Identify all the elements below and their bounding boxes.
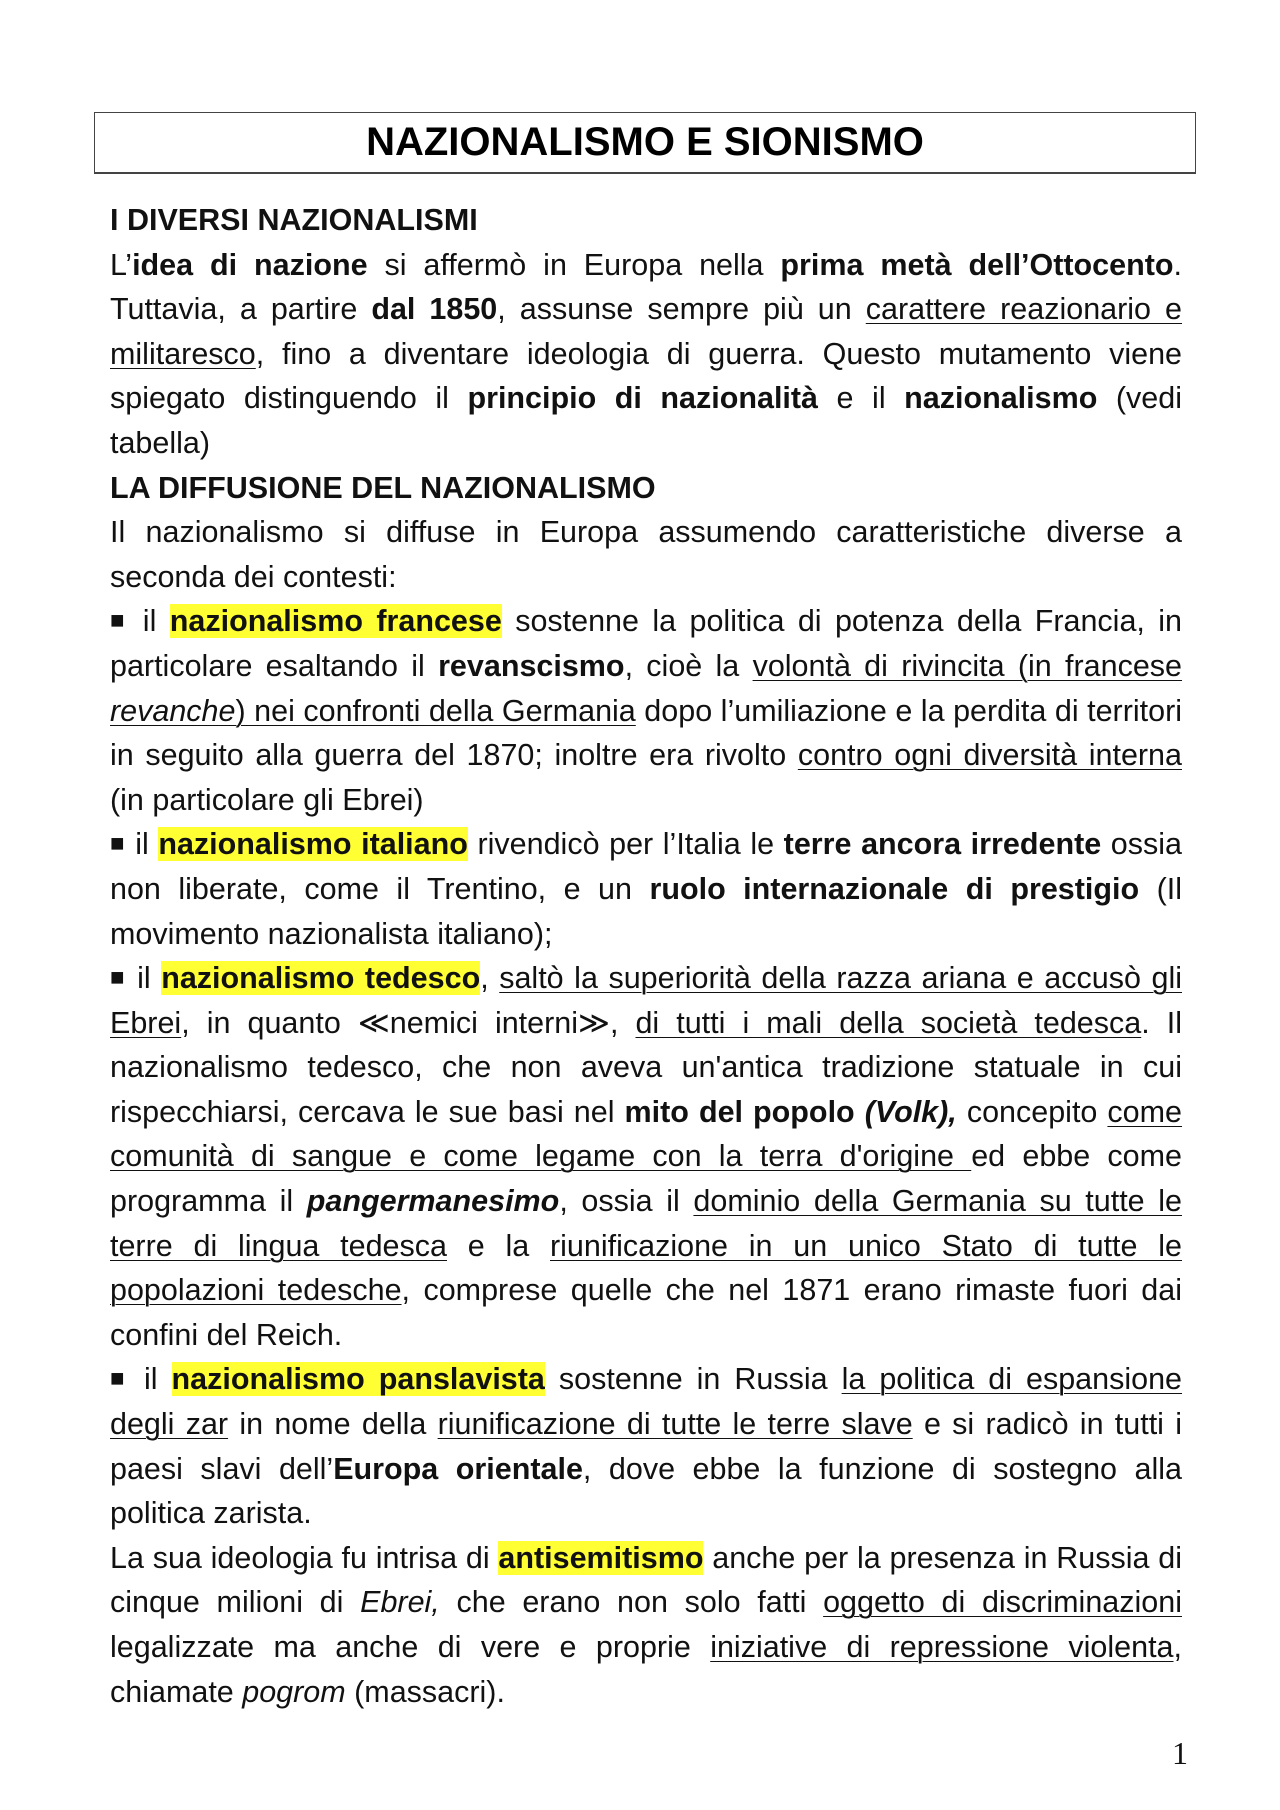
page-title: NAZIONALISMO E SIONISMO	[366, 120, 924, 164]
text-span: sostenne in Russia	[544, 1362, 842, 1397]
text-span: ossia non liberate, come il Trentino, e un	[110, 827, 1182, 906]
text-span: , comprese quelle che nel 1871 erano rimaste fuori dai confini del Reich.	[110, 1273, 1183, 1352]
text-span: il	[130, 1362, 172, 1397]
title-box	[94, 112, 1196, 174]
bold-term: revanscismo	[438, 648, 625, 683]
bold-term: mito del popolo	[624, 1094, 855, 1129]
bullet-square-icon: ■	[110, 830, 126, 858]
text-span: (Il movimento nazionalista italiano);	[110, 871, 1182, 951]
text-span: , in quanto ≪nemici interni≫,	[181, 1005, 636, 1040]
underlined-phrase: riunificazione in un unico Stato di tutte le popolazioni tedesche	[110, 1228, 1182, 1308]
bold-term: ruolo internazionale di prestigio	[649, 871, 1140, 906]
text-span: e il	[818, 381, 905, 416]
bullet-square-icon: ■	[110, 1365, 131, 1393]
list-item-nazionalismo-tedesco	[110, 956, 1182, 1357]
highlighted-term: nazionalismo italiano	[158, 827, 468, 862]
text-span: legalizzate ma anche di vere e proprie	[110, 1630, 711, 1664]
text-span: il	[129, 604, 170, 639]
highlighted-term: nazionalismo francese	[169, 604, 502, 639]
italic-term: Ebrei,	[360, 1585, 440, 1620]
italic-term: pogrom	[242, 1674, 346, 1709]
underlined-phrase: riunificazione di tutte le terre slave	[437, 1407, 913, 1442]
text-span: . Tuttavia, a partire	[110, 247, 1183, 327]
document-body	[110, 198, 1182, 1714]
text-span: e si radicò in tutti i paesi slavi dell’	[110, 1407, 1182, 1486]
underlined-phrase: la politica di espansione degli zar	[110, 1362, 1183, 1442]
underlined-phrase: di tutti i mali della società tedesca	[635, 1005, 1142, 1040]
italic-term: revanche	[110, 693, 236, 728]
text-span: ed ebbe come programma il	[110, 1139, 1182, 1219]
text-span: il	[126, 961, 162, 996]
bold-term-prima-meta: prima metà dell’Ottocento	[780, 247, 1174, 282]
bold-italic-term: pangermanesimo	[306, 1184, 560, 1219]
bold-term-principio-di-nazionalita: principio di nazionalità	[467, 381, 819, 416]
text-span: e la	[446, 1228, 550, 1263]
underlined-phrase: volontà di rivincita (in francese	[752, 648, 1183, 683]
underlined-phrase: contro ogni diversità interna	[797, 738, 1182, 773]
bold-term: terre ancora irredente	[783, 827, 1102, 862]
text-span: , assunse sempre più un	[497, 292, 866, 327]
underlined-phrase: come comunità di sangue e come legame con la terra d'origine	[110, 1094, 1183, 1174]
underlined-phrase: dominio della Germania su tutte le terre di lingua tedesca	[110, 1184, 1182, 1263]
paragraph-intro: Il nazionalismo si diffuse in Europa assumendo caratteristiche diverse a seconda dei contesti:	[110, 515, 1182, 594]
text-span: ,	[480, 961, 500, 996]
text-span: La sua ideologia fu intrisa di	[110, 1540, 499, 1575]
section-heading-diffusione: LA DIFFUSIONE DEL NAZIONALISMO	[110, 470, 656, 505]
highlighted-term: nazionalismo tedesco	[161, 961, 481, 996]
bullet-square-icon: ■	[110, 964, 127, 992]
underlined-phrase: saltò la superiorità della razza ariana e accusò gli Ebrei	[110, 961, 1182, 1040]
text-span: . Il nazionalismo tedesco, che non aveva un'antica tradizione statuale in cui rispecchiarsi, cercava le sue basi nel	[110, 1005, 1183, 1129]
text-span: sostenne la politica di potenza della Francia, in particolare esaltando il	[110, 604, 1183, 683]
text-span: il	[125, 827, 159, 862]
text-span: , fino a diventare ideologia di guerra. Questo mutamento viene spiegato distinguendo il	[110, 336, 1182, 416]
text-span: , ossia il	[559, 1184, 694, 1219]
bold-term: Europa orientale	[333, 1451, 583, 1486]
text-span: , chiamate	[110, 1630, 1182, 1709]
text-span: rivendicò per l’Italia le	[467, 827, 784, 862]
text-span: (massacri).	[345, 1674, 505, 1709]
text-span: , cioè la	[624, 648, 753, 683]
highlighted-term: antisemitismo	[498, 1540, 704, 1575]
underlined-phrase: carattere reazionario e militaresco	[110, 292, 1182, 371]
text-span: , dove ebbe la funzione di sostegno alla politica zarista.	[110, 1451, 1182, 1531]
bold-term-dal-1850: dal 1850	[371, 292, 498, 327]
text-span: si affermò in Europa nella	[367, 247, 781, 282]
underlined-phrase: ) nei confronti della Germania	[235, 693, 636, 728]
text-span: che erano non solo fatti	[439, 1585, 824, 1620]
text-span: (in particolare gli Ebrei)	[110, 782, 424, 817]
bold-term-idea-di-nazione: idea di nazione	[132, 247, 368, 282]
text-span: concepito	[956, 1094, 1108, 1129]
bold-italic-term: (Volk),	[854, 1094, 957, 1129]
page-number: 1	[1172, 1735, 1188, 1771]
underlined-phrase: oggetto di discriminazioni	[823, 1585, 1182, 1620]
section-heading-diversi-nazionalismi: I DIVERSI NAZIONALISMI	[110, 203, 478, 237]
text-span: L’	[110, 247, 133, 282]
highlighted-term: nazionalismo panslavista	[171, 1362, 545, 1397]
text-span: dopo l’umiliazione e la perdita di territori in seguito alla guerra del 1870; inoltre era rivolto	[110, 693, 1183, 773]
bold-term-nazionalismo: nazionalismo	[904, 381, 1098, 416]
text-span: in nome della	[228, 1407, 438, 1442]
list-item-nazionalismo-francese	[110, 599, 1182, 822]
bullet-square-icon: ■	[110, 607, 130, 635]
text-span: anche per la presenza in Russia di cinque milioni di	[110, 1540, 1182, 1620]
list-item-nazionalismo-panslavista	[110, 1357, 1182, 1535]
text-span: (vedi tabella)	[110, 381, 1182, 460]
paragraph-antisemitismo	[110, 1536, 1182, 1714]
underlined-phrase: iniziative di repressione violenta	[710, 1630, 1174, 1664]
list-item-nazionalismo-italiano	[110, 822, 1182, 956]
paragraph-idea-di-nazione	[110, 243, 1182, 466]
